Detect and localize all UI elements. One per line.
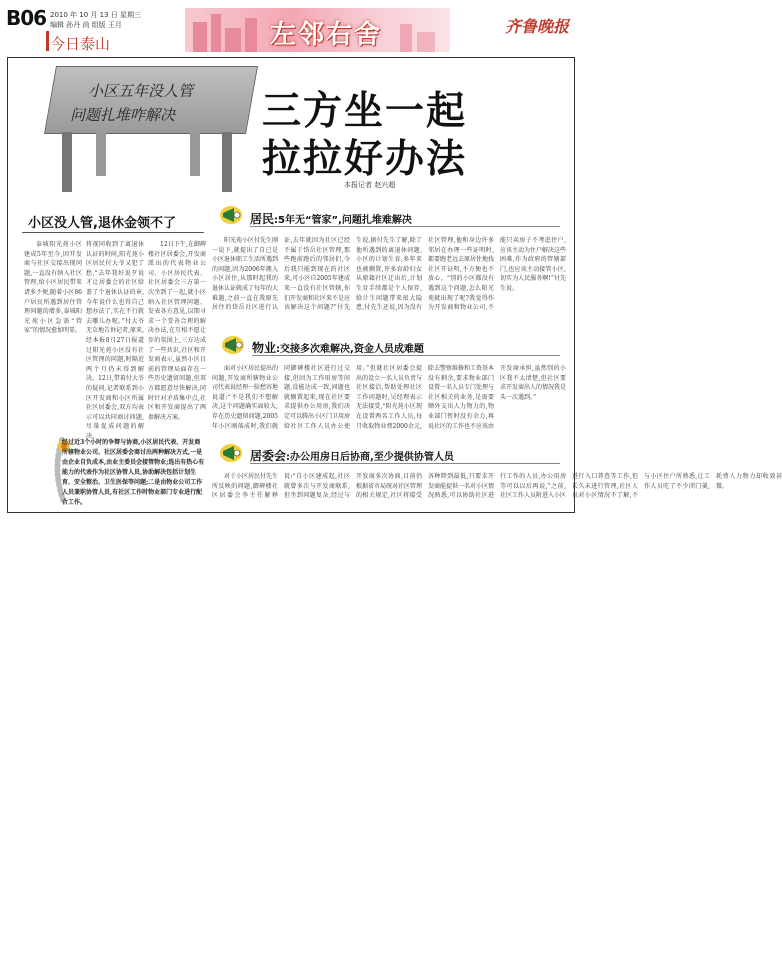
section-title-property [252,339,424,356]
left-article-para-3: 12日下午,在御碑楼社区居委会,开发商派出的代表物业公司、小区居民代表、社区居委会三方第一次坐到了一起,就小区纳入社区管理问题、发表各方意见,以期寻求一个妥善合理的解决办法,在互相不愿让步的氛围上,三方达成了一些共识,社区和开发商表示,虽然小区目前的管理局面存在一些历史遗留问题,但双方都愿意尽快解决,同时针对矛盾集中点,社区和开发商提出了两套解决方案。 [148,241,206,421]
byline: 本报记者 赵兴超 [344,181,396,189]
banner-building [417,32,435,52]
section-divider [250,226,560,227]
table-leg [96,132,106,176]
section-lead-property: 物业 [252,341,277,355]
left-article-para-1: 泰城阳光苑小区建成5年至今,因开发商与社区交接出现问题,一直没有纳入社区管理,给小区居民带来诸多不便,随着小区86户居民所遇到居住管理问题的增多,泰城阳光苑小区急需“管家”的情况愈加明显。 [24,241,82,335]
illustration-text-line1: 小区五年没人管 [88,82,194,100]
summary-quote: 经过近3个小时的争辩与协商,小区居民代表、开发商所辖物业公司、社区居委会商讨出两种解决方式,一是由企业自负成本,由业主委员会接管物业;选出有热心有能力的代表作为社区协管人员,协助解决包括计划生育、安全整治、卫生医保等问题;二是由物业公司工作人员兼职协管人员,有社区工作时物业部门专业进行配合工作。 [62,439,205,506]
newspaper-logo: 齐鲁晚报 [505,17,570,36]
megaphone-icon [218,204,244,226]
section-subtitle-residents: :5年无“管家”,问题扎堆难解决 [274,215,412,226]
banner-building [225,28,241,52]
section-title-committee [250,447,454,464]
banner-building [400,24,412,52]
left-article-title: 小区没人管,退休金领不了 [28,216,176,231]
table-leg [190,132,200,176]
banner-building [211,14,221,52]
section-name: 今日泰山 [50,35,111,53]
section-body-property: 面对小区居民提出的问题,开发商所辖物业公司代表说经理一脸愁容地说道:“不是我们不想解决,这个问题确实面较大,存在历史遗留问题,2005年小区刚落成时,我们就同御碑楼社区进行过交接,但因为工作用房等问题,没能达成一致,问题也就搁置起来,现在社区要求提供办公用房,我们决定可以腾出小区门卫用房给社区工作人员办公使用。”但就社区居委会提出的设立一名人员负责与社区接洽,帮助处理社区工作问题时,吴经理表示无法接受,“阳光苑小区现在设置两名工作人员,每月收取物业费2000余元,除去警察维修和工资基本没有剩余,要求物业部门设置一名人员专门处理与社区相关的业务,是需要额外支出人力物力的,物业部门暂时没有余力,再说社区的工作也不应该由开发商承担,虽然别的小区我不太清楚,但社区要求开发商出人的情况我是头一次遇到。” [212,365,567,430]
title-divider [22,232,204,233]
editor-line: 编辑 孙丹 尚 组版 王月 [50,21,122,29]
headline-line2: 拉拉好办法 [262,137,468,182]
banner-title: 左邻右舍 [270,20,383,50]
banner-building [193,22,207,52]
table-leg [62,132,72,192]
banner-building [245,18,257,52]
section-subtitle-property: :交接多次难解决,资金人员成难题 [276,344,424,355]
headline-line1: 三方坐一起 [262,89,468,134]
illustration-text-line2: 问题扎堆咋解决 [70,106,176,124]
section-subtitle-committee: :办公用房日后协商,至少提供协管人员 [286,452,454,463]
section-title-residents [250,210,412,227]
section-lead-committee: 居委会 [250,449,287,463]
left-article-para-2: 将视同收到了离退休认证的时间,阳光苑小区居民付大爷又犯了愁,“去年我好说歹说才让居委会的社区给盖了个退休认证的章,今年说什么也得自己想办法了,实在不行就去哪儿办呢。”付大爷无奈地告诉记者,原来,经本报8月27日报道过阳光苑小区没有社区管理的问题,时隔近两个月仍未得到解决。12日,带着付大爷的疑问,记者联系到小区开发商和小区所属社区居委会,双方均表示可以共同商讨问题,尽量促成问题的解决。 [86,241,144,440]
table-leg [222,132,232,192]
megaphone-icon [220,334,246,356]
column-banner [185,8,450,52]
section-accent-bar [46,31,49,51]
section-body-residents: 阳光苑小区付先生刚一说下,就提出了自己是小区退休职工生活所遇到的问题,因为2006年搬入小区居住,从那时起我的退休认证就成了每年的大难题,之前一直在我原先居住的岱岳社区进行认证,去年就因为社区已经不属于岱岳社区管理,那些跑前跑后的邻居们,今后我只能到现在的社区来,可小区自2005年建成来一直没有社区管辖,你们开发商和社区来不是应该解决这个问题?”付先生说,据付先生了解,除了他所遇到的离退休问题,小区的计划生育,多年来也被搁置,许多育龄妇女从原籍社区迁出后,计划生育手续都是个人保存,给计生问题带来很大隐患,付先生还说,因为没有社区管理,他和身边许多邻居在办理一些证明时,都要跑老远去原居住地找社区开证明,不方便也不放心。“别的小区都没有遇到这个问题,怎么阳光苑就出现了呢?我觉得作为开发商和物业公司,不能只卖房子不考虑住户,应该主动为住户解决这些困难,作为政府的管辖部门,也应该主动接管小区,切实为人民服务啊!”付先生说。 [212,237,567,312]
section-body-committee: 对于小区居民付先生所反映的问题,御碑楼社区居委会李主任解释说:“自小区建成起,社区就曾多次与开发商联系,但坐到问题复杂,经过与开发商多次协商,目前仍根据省市局统对社区管理的相关规定,社区将接受各种降到最低,只要求开发商能提供一名对小区情况熟悉,可以协助社区进行工作的人员,办公用房等可以以后再说,”之前,社区工作人员附进入小区进行入口普查等工作,但长久未进行管理,社区人员对小区情况不了解,不与小区住户所熟悉,让工作人员吃了不少闭门羹,耗费人力物力却收效甚微。 [212,473,782,500]
section-divider [252,355,560,356]
date-line: 2010 年 10 月 13 日 星期三 [50,11,141,19]
megaphone-icon [218,442,244,464]
section-divider [250,463,560,464]
section-lead-residents: 居民 [250,212,275,226]
page-number: B06 [6,6,47,30]
